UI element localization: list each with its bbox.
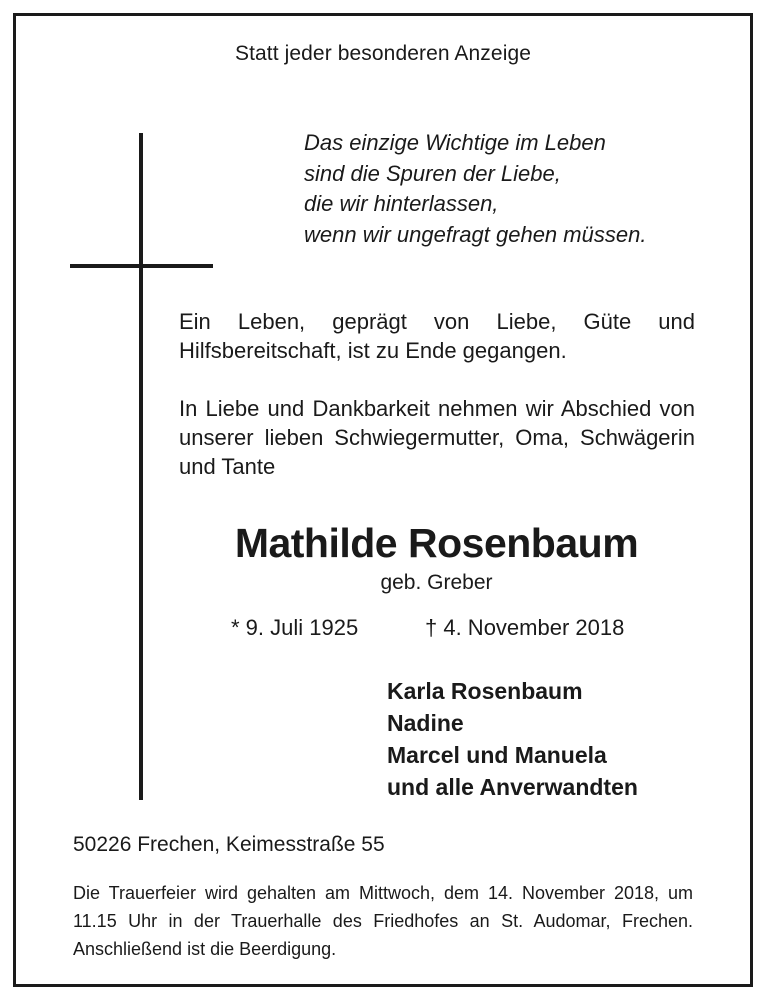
poem-line: wenn wir ungefragt gehen müssen.	[304, 221, 647, 247]
death-date: † 4. November 2018	[425, 615, 625, 640]
mourners-list	[387, 675, 638, 803]
funeral-notice: Die Trauerfeier wird gehalten am Mittwoch, dem 14. November 2018, um 11.15 Uhr in der Trauerhalle des Friedhofes an St. Audomar, Frechen. Anschließend ist die Beerdigung.	[73, 883, 693, 959]
poem-line: die wir hinterlassen,	[304, 191, 499, 216]
maiden-name: geb. Greber	[380, 571, 493, 594]
deceased-name: Mathilde Rosenbaum	[234, 520, 639, 566]
life-paragraph: Ein Leben, geprägt von Liebe, Güte und Hilfsbereitschaft, ist zu Ende gegangen.	[179, 309, 695, 363]
family-address: 50226 Frechen, Keimesstraße 55	[73, 833, 385, 856]
mourner-name: Marcel und Manuela	[387, 742, 607, 768]
header-line: Statt jeder besonderen Anzeige	[234, 42, 532, 65]
mourner-name: und alle Anverwandten	[387, 774, 638, 800]
poem-line: sind die Spuren der Liebe,	[304, 160, 561, 186]
memorial-poem	[304, 128, 646, 250]
poem-line: Das einzige Wichtige im Leben	[304, 130, 606, 155]
mourner-name: Nadine	[387, 710, 464, 736]
farewell-paragraph: In Liebe und Dankbarkeit nehmen wir Abschied von unserer lieben Schwiegermutter, Oma, Schwägerin und Tante	[179, 396, 695, 479]
cross-vertical-bar	[139, 133, 143, 800]
cross-horizontal-bar	[70, 264, 213, 268]
mourner-name: Karla Rosenbaum	[387, 678, 583, 704]
birth-date: * 9. Juli 1925	[231, 615, 359, 640]
